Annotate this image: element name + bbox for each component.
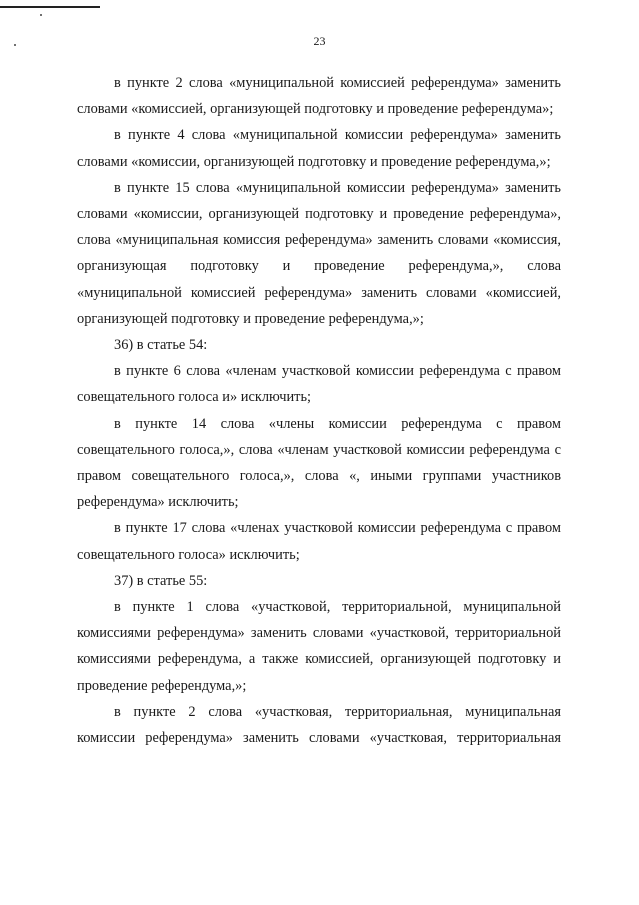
paragraph: в пункте 2 слова «участковая, территориальная, муниципальная комиссии референдума» заменить словами «участковая, территориальная <box>77 703 561 747</box>
paragraph: в пункте 2 слова «муниципальной комиссией референдума» заменить словами «комиссией, организующей подготовку и проведение референдума»; <box>77 75 561 118</box>
scan-edge-line <box>0 6 100 8</box>
page-number: 23 <box>313 34 326 48</box>
paragraph: в пункте 15 слова «муниципальной комиссии референдума» заменить словами «комиссии, организующей подготовку и проведение референдума», слова «муниципальная комиссия референдума» заменить словами «комиссия, организующая подготовку и проведение референдума,», слова «муниципальной комиссией референдума» заменить словами «комиссией, организующей подготовку и проведение референдума,»; <box>77 179 561 327</box>
paragraph: в пункте 17 слова «членах участковой комиссии референдума с правом совещательного голоса» исключить; <box>77 520 561 563</box>
article-heading: 37) в статье 55: <box>114 572 208 589</box>
document-body <box>77 70 561 751</box>
scan-speck <box>40 14 42 16</box>
paragraph: в пункте 14 слова «члены комиссии референдума с правом совещательного голоса,», слова «членам участковой комиссии референдума с правом совещательного голоса,», слова «, иными группами участников референдума» исключить; <box>77 415 561 511</box>
article-heading: 36) в статье 54: <box>114 337 208 354</box>
paragraph: в пункте 1 слова «участковой, территориальной, муниципальной комиссиями референдума» заменить словами «участковой, территориальной комиссиями референдума, а также комиссией, организующей подготовку и проведение референдума,»; <box>77 599 561 694</box>
paragraph: в пункте 6 слова «членам участковой комиссии референдума с правом совещательного голоса и» исключить; <box>77 363 561 406</box>
paragraph: в пункте 4 слова «муниципальной комиссии референдума» заменить словами «комиссии, организующей подготовку и проведение референдума,»; <box>77 127 561 170</box>
